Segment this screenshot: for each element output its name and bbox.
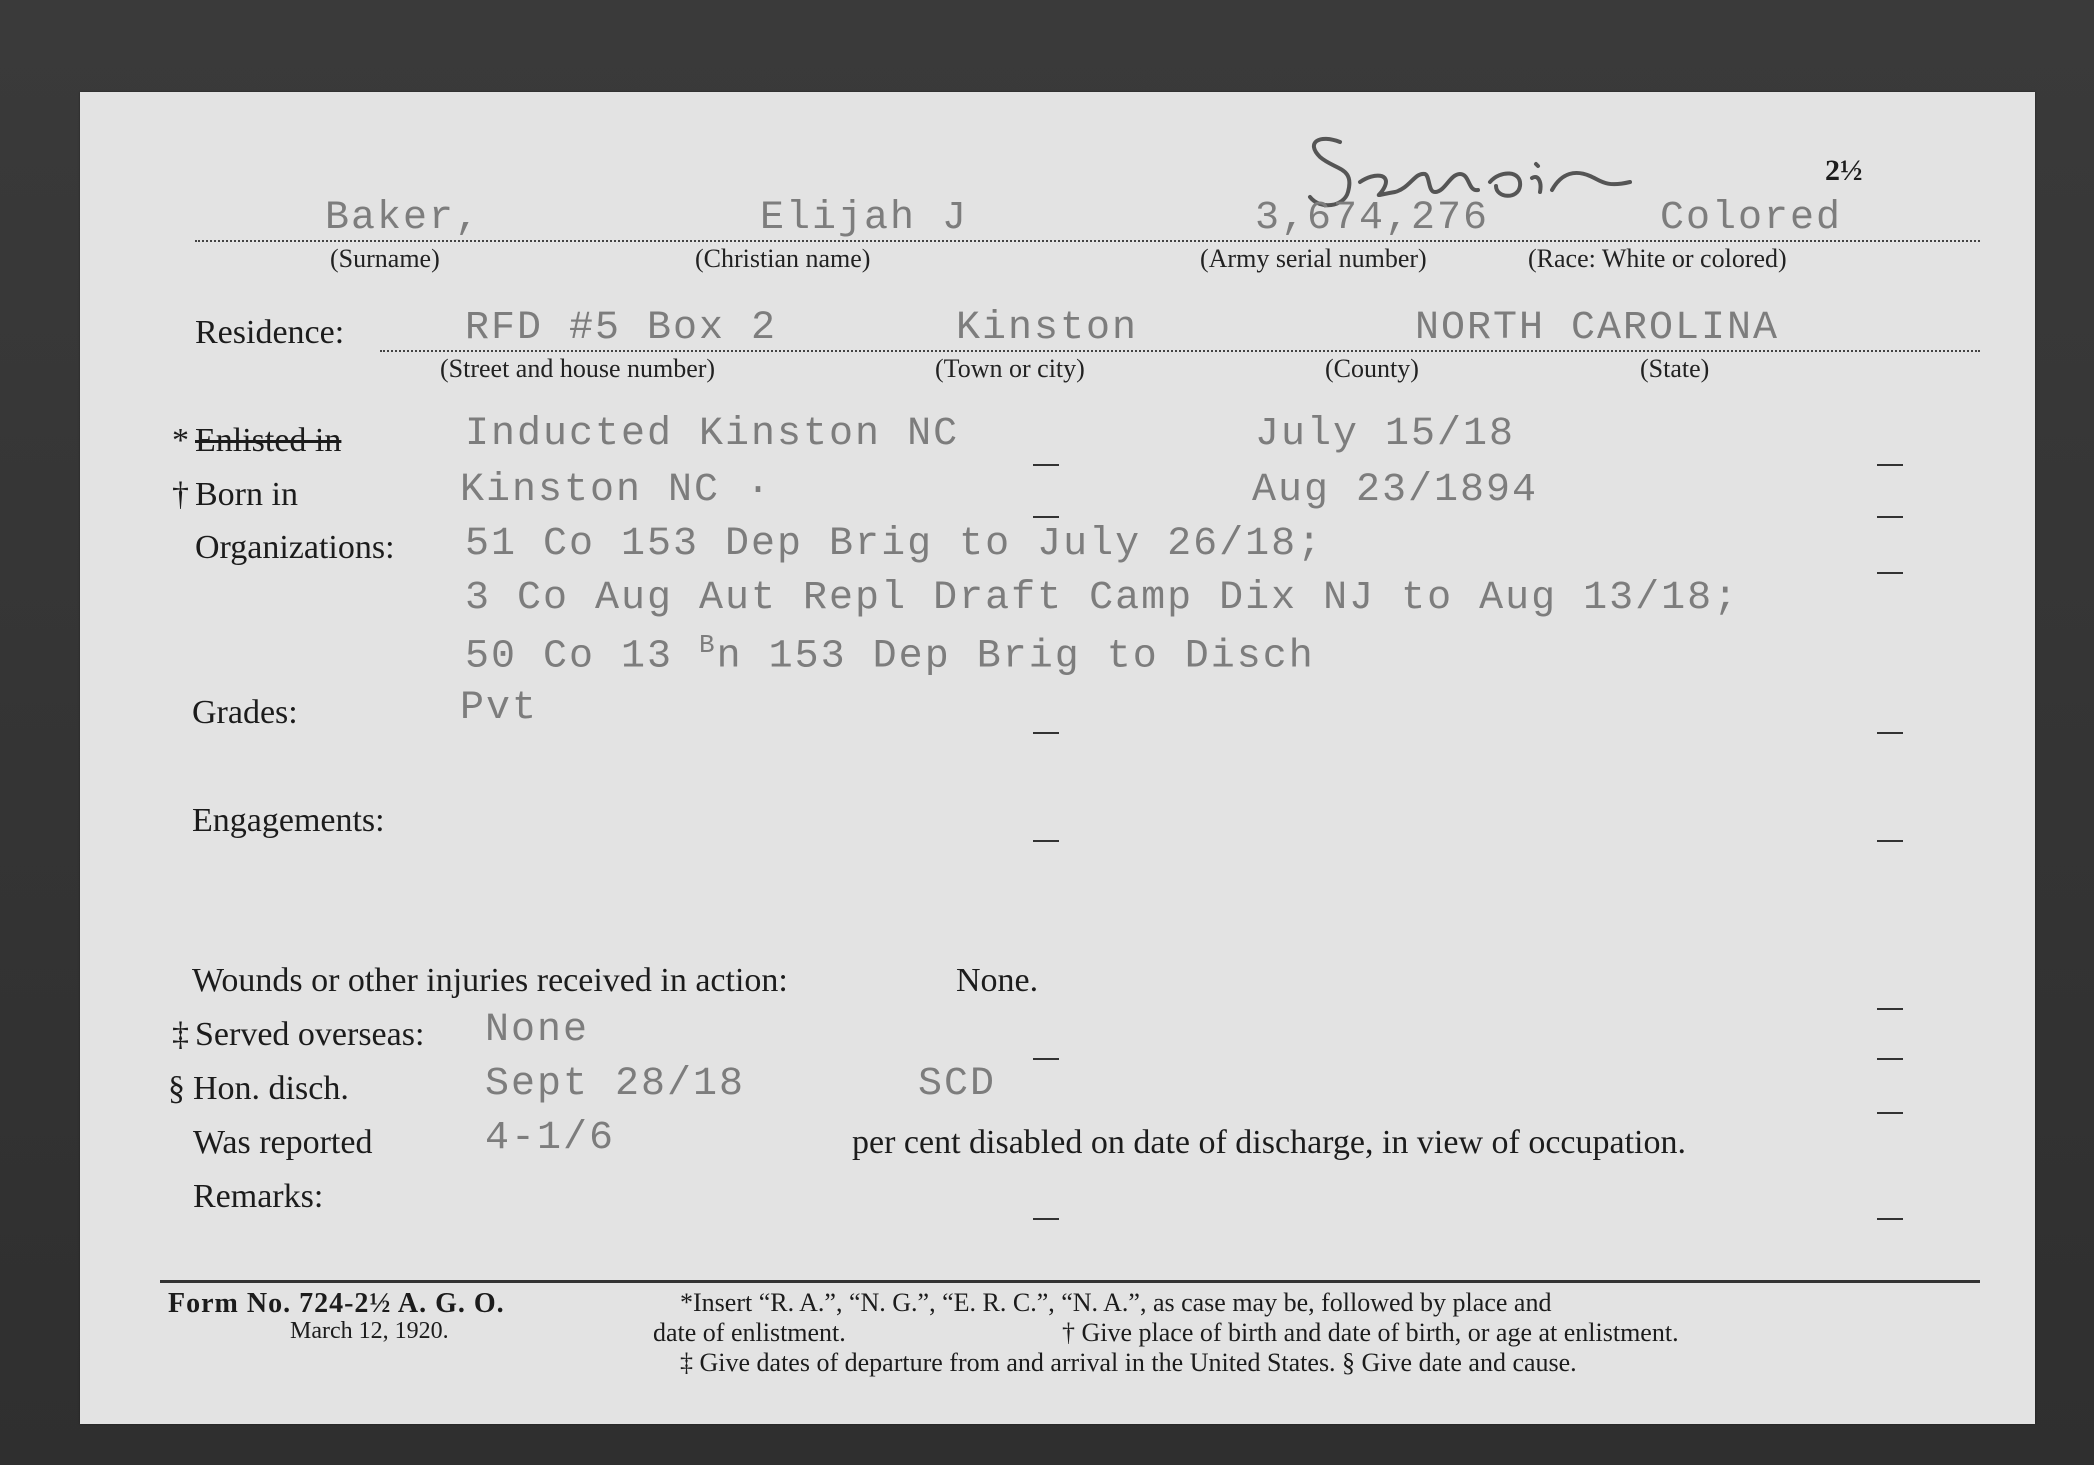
surname-caption: (Surname) bbox=[330, 244, 440, 273]
enlisted-label: Enlisted in bbox=[195, 422, 342, 459]
reported-label: Was reported bbox=[193, 1124, 373, 1161]
remarks-end-dash bbox=[1877, 1218, 1903, 1220]
born-date-value: Aug 23/1894 bbox=[1252, 468, 1539, 513]
overseas-label: Served overseas: bbox=[195, 1016, 425, 1053]
form-date: March 12, 1920. bbox=[290, 1318, 449, 1344]
born-end-dash bbox=[1877, 516, 1903, 518]
residence-street-value: RFD #5 Box 2 bbox=[465, 306, 778, 351]
race-caption: (Race: White or colored) bbox=[1528, 244, 1787, 273]
organizations-line-3-post: n 153 Dep Brig to Disch bbox=[716, 634, 1315, 680]
overseas-value: None bbox=[485, 1008, 590, 1053]
wounds-label: Wounds or other injuries received in action: bbox=[192, 962, 788, 999]
engagements-label: Engagements: bbox=[192, 802, 385, 839]
grades-label: Grades: bbox=[192, 694, 298, 731]
enlisted-mid-dash bbox=[1033, 464, 1059, 466]
organizations-line-1: 51 Co 153 Dep Brig to July 26/18; bbox=[465, 522, 1324, 567]
organizations-line-3 bbox=[465, 630, 1315, 679]
service-record-card bbox=[80, 92, 2035, 1424]
born-place-value: Kinston NC · bbox=[460, 468, 773, 513]
serial-number-value: 3,674,276 bbox=[1255, 196, 1490, 241]
reported-suffix: per cent disabled on date of discharge, in view of occupation. bbox=[852, 1124, 1686, 1161]
grades-value: Pvt bbox=[460, 686, 539, 731]
residence-town-value: Kinston bbox=[956, 306, 1139, 351]
enlisted-place-value: Inducted Kinston NC bbox=[465, 412, 960, 457]
engagements-end-dash bbox=[1877, 840, 1903, 842]
discharge-date-value: Sept 28/18 bbox=[485, 1062, 746, 1107]
county-caption: (County) bbox=[1325, 354, 1419, 383]
overseas-mid-dash bbox=[1033, 1058, 1059, 1060]
born-mark: † bbox=[172, 476, 189, 513]
discharge-cause-value: SCD bbox=[918, 1062, 997, 1107]
discharge-label: Hon. disch. bbox=[193, 1070, 349, 1107]
wounds-value: None. bbox=[956, 962, 1039, 999]
enlisted-mark: * bbox=[172, 422, 189, 459]
race-value: Colored bbox=[1660, 196, 1843, 241]
born-mid-dash bbox=[1033, 516, 1059, 518]
overseas-end-dash bbox=[1877, 1058, 1903, 1060]
card-fraction: 2½ bbox=[1825, 154, 1863, 187]
organizations-line-2: 3 Co Aug Aut Repl Draft Camp Dix NJ to Aug 13/18; bbox=[465, 576, 1740, 621]
discharge-end-dash bbox=[1877, 1112, 1903, 1114]
born-label: Born in bbox=[195, 476, 298, 513]
surname-value: Baker, bbox=[325, 196, 482, 241]
serial-number-caption: (Army serial number) bbox=[1200, 244, 1427, 273]
christian-name-value: Elijah J bbox=[760, 196, 969, 241]
street-caption: (Street and house number) bbox=[440, 354, 716, 383]
enlisted-date-value: July 15/18 bbox=[1255, 412, 1516, 457]
grades-mid-dash bbox=[1033, 732, 1059, 734]
footnote-line-2a: date of enlistment. bbox=[653, 1318, 846, 1347]
remarks-label: Remarks: bbox=[193, 1178, 324, 1215]
footnote-line-2b: † Give place of birth and date of birth, or age at enlistment. bbox=[1062, 1318, 1679, 1347]
christian-name-caption: (Christian name) bbox=[695, 244, 871, 273]
reported-value: 4-1/6 bbox=[485, 1116, 616, 1161]
overseas-mark: ‡ bbox=[172, 1016, 189, 1053]
wounds-end-dash bbox=[1877, 1008, 1903, 1010]
state-caption: (State) bbox=[1640, 354, 1710, 383]
organizations-label: Organizations: bbox=[195, 529, 395, 566]
footer-rule bbox=[160, 1280, 1980, 1283]
residence-label: Residence: bbox=[195, 314, 345, 351]
remarks-mid-dash bbox=[1033, 1218, 1059, 1220]
footnote-line-3: ‡ Give dates of departure from and arrival in the United States. § Give date and cause. bbox=[680, 1348, 1577, 1377]
organizations-end-dash bbox=[1877, 572, 1903, 574]
footnote-line-1: *Insert “R. A.”, “N. G.”, “E. R. C.”, “N. A.”, as case may be, followed by place and bbox=[680, 1288, 1552, 1317]
town-caption: (Town or city) bbox=[935, 354, 1085, 383]
enlisted-end-dash bbox=[1877, 464, 1903, 466]
organizations-line-3-sup: B bbox=[699, 630, 717, 660]
organizations-line-3-pre: 50 Co 13 bbox=[465, 634, 700, 680]
residence-state-value: NORTH CAROLINA bbox=[1415, 306, 1780, 351]
engagements-mid-dash bbox=[1033, 840, 1059, 842]
form-number: Form No. 724-2½ A. G. O. bbox=[168, 1288, 505, 1319]
grades-end-dash bbox=[1877, 732, 1903, 734]
discharge-mark: § bbox=[168, 1070, 185, 1107]
